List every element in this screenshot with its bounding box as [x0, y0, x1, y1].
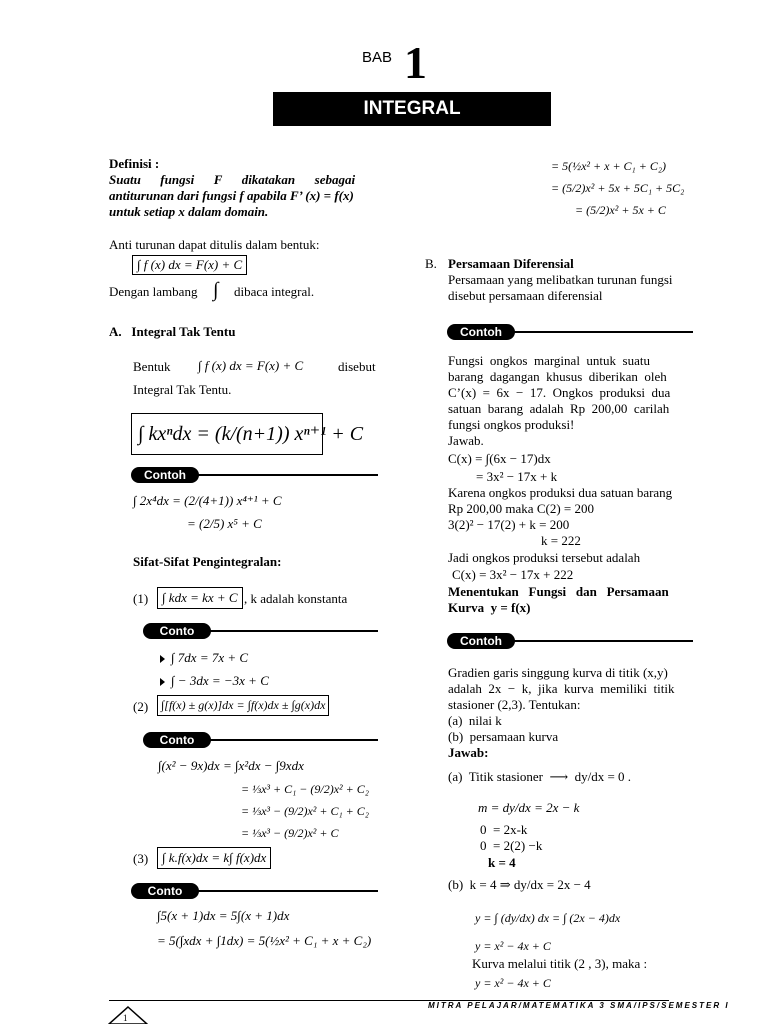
sol2-b-line-4: y = x² − 4x + C: [475, 976, 551, 990]
sol2-line-4: k = 4: [488, 855, 516, 870]
contoh-rule-1: [198, 474, 378, 476]
solution1-line-2: = 3x² − 17x + k: [476, 469, 558, 484]
bab-label: BAB: [362, 49, 393, 66]
sifat3-number: (3): [133, 851, 149, 866]
contoh1-line-1: ∫ 2x⁴dx = (2/(4+1)) x⁴⁺¹ + C: [133, 493, 282, 508]
footer-text: MITRA PELAJAR/MATEMATIKA 3 SMA/IPS/SEMESTER I: [428, 1001, 730, 1010]
bentuk-post: disebut: [338, 359, 376, 374]
solution1-line-5: 3(2)² − 17(2) + k = 200: [448, 517, 570, 532]
conto-badge-4: Conto: [131, 883, 199, 899]
sol2-b-line-3: Kurva melalui titik (2 , 3), maka :: [472, 956, 648, 971]
menentukan-line-1: Menentukan Fungsi dan Persamaan: [448, 584, 669, 599]
problem2-line-3: stasioner (2,3). Tentukan:: [448, 697, 581, 712]
anti-turunan-text: Anti turunan dapat ditulis dalam bentuk:: [109, 237, 320, 252]
solution1-line-7: Jadi ongkos produksi tersebut adalah: [448, 550, 641, 565]
chapter-title: INTEGRAL: [273, 92, 551, 126]
contoh-rule-c: [514, 640, 693, 642]
power-rule-formula: ∫ kxⁿdx = (k/(n+1)) xⁿ⁺¹ + C: [131, 413, 323, 455]
integral-symbol: ∫: [213, 279, 219, 301]
sol2-b-line-1: y = ∫ (dy/dx) dx = ∫ (2x − 4)dx: [475, 911, 621, 925]
problem1-line-1: Fungsi ongkos marginal untuk suatu: [448, 353, 650, 368]
sol2-a: (a) Titik stasioner ⟶ dy/dx = 0 .: [448, 769, 632, 784]
contoh-badge-1: Contoh: [131, 467, 199, 483]
problem1-line-5: fungsi ongkos produksi!: [448, 417, 575, 432]
section-b-line-2: disebut persamaan diferensial: [448, 288, 603, 303]
contoh-badge-b: Contoh: [447, 324, 515, 340]
menentukan-line-2: Kurva y = f(x): [448, 600, 531, 615]
sifat2-number: (2): [133, 699, 149, 714]
bullet-arrow-icon: [160, 678, 165, 686]
problem1-line-2: barang dagangan khusus diberikan oleh: [448, 369, 667, 384]
right-top-line-3: = (5/2)x² + 5x + C: [575, 203, 666, 217]
problem2-line-5: (b) persamaan kurva: [448, 729, 559, 744]
definisi-label: Definisi :: [109, 156, 160, 171]
sifat2-formula: ∫[f(x) ± g(x)]dx = ∫f(x)dx ± ∫g(x)dx: [157, 695, 329, 716]
bab-number: 1: [404, 37, 427, 88]
solution1-line-1: C(x) = ∫(6x − 17)dx: [448, 451, 551, 466]
section-b-title: Persamaan Diferensial: [448, 256, 574, 271]
solution1-line-4: Rp 200,00 maka C(2) = 200: [448, 501, 594, 516]
sol2-line-2: 0 = 2x-k: [480, 822, 528, 837]
sol2-b-line-2: y = x² − 4x + C: [475, 939, 551, 953]
conto3-line-1: ∫(x² − 9x)dx = ∫x²dx − ∫9xdx: [158, 758, 304, 773]
conto-rule-3: [208, 739, 378, 741]
right-top-line-2: = (5/2)x² + 5x + 5C₁ + 5C₂: [551, 181, 685, 195]
lambang-text-post: dibaca integral.: [234, 284, 315, 299]
definisi-line-1: Suatu fungsi F dikatakan sebagai: [109, 172, 356, 187]
section-b-line-1: Persamaan yang melibatkan turunan fungsi: [448, 272, 673, 287]
problem2-line-2: adalah 2x − k, jika kurva memiliki titik: [448, 681, 675, 696]
contoh-rule-b: [514, 331, 693, 333]
right-top-line-1: = 5(½x² + x + C₁ + C₂): [551, 159, 666, 173]
sol2-line-3: 0 = 2(2) −k: [480, 838, 543, 853]
problem2-line-1: Gradien garis singgung kurva di titik (x,y): [448, 665, 668, 680]
conto4-line-2: = 5(∫xdx + ∫1dx) = 5(½x² + C₁ + x + C₂): [157, 933, 372, 948]
page-number-diamond-icon: [108, 1006, 148, 1024]
conto4-line-1: ∫5(x + 1)dx = 5∫(x + 1)dx: [157, 908, 290, 923]
conto3-line-4: = ⅓x³ − (9/2)x² + C: [241, 826, 339, 840]
definisi-line-2: antiturunan dari fungsi f apabila F’ (x) = f(x): [109, 188, 354, 203]
conto3-line-3: = ⅓x³ − (9/2)x² + C₁ + C₂: [241, 804, 369, 818]
section-a-heading: A. Integral Tak Tentu: [109, 324, 236, 339]
lambang-text-pre: Dengan lambang: [109, 284, 198, 299]
anti-turunan-formula: ∫ f (x) dx = F(x) + C: [132, 255, 247, 275]
conto3-line-2: = ⅓x³ + C₁ − (9/2)x² + C₂: [241, 782, 369, 796]
conto-rule-4: [198, 890, 378, 892]
sifat1-text: , k adalah konstanta: [244, 591, 348, 606]
conto2-item-2: ∫ − 3dx = −3x + C: [160, 673, 269, 689]
section-b-label: B.: [425, 256, 437, 271]
solution1-line-8: C(x) = 3x² − 17x + 222: [452, 567, 574, 582]
solution1-line-3: Karena ongkos produksi dua satuan barang: [448, 485, 673, 500]
contoh1-line-2: = (2/5) x⁵ + C: [187, 516, 262, 531]
sifat-heading: Sifat-Sifat Pengintegralan:: [133, 554, 282, 569]
jawab-label: Jawab:: [448, 745, 489, 760]
sol2-line-1: m = dy/dx = 2x − k: [478, 800, 580, 815]
sifat1-number: (1): [133, 591, 149, 606]
bentuk-line-2: Integral Tak Tentu.: [133, 382, 232, 397]
problem1-line-6: Jawab.: [448, 433, 484, 448]
definisi-line-3: untuk setiap x dalam domain.: [109, 204, 269, 219]
contoh-badge-c: Contoh: [447, 633, 515, 649]
problem1-line-4: satuan barang adalah Rp 200,00 carilah: [448, 401, 670, 416]
conto2-item-1: ∫ 7dx = 7x + C: [160, 650, 248, 666]
sifat3-formula: ∫ k.f(x)dx = k∫ f(x)dx: [157, 847, 271, 869]
sifat1-formula: ∫ kdx = kx + C: [157, 587, 243, 609]
conto-badge-2: Conto: [143, 623, 211, 639]
bullet-arrow-icon: [160, 655, 165, 663]
conto-badge-3: Conto: [143, 732, 211, 748]
solution1-line-6: k = 222: [541, 533, 581, 548]
bentuk-pre: Bentuk: [133, 359, 171, 374]
sol2-b: (b) k = 4 ⇒ dy/dx = 2x − 4: [448, 877, 591, 892]
bentuk-formula: ∫ f (x) dx = F(x) + C: [198, 358, 304, 373]
problem1-line-3: C’(x) = 6x − 17. Ongkos produksi dua: [448, 385, 671, 400]
page-number: 1: [123, 1013, 128, 1023]
conto-rule-2: [208, 630, 378, 632]
problem2-line-4: (a) nilai k: [448, 713, 502, 728]
